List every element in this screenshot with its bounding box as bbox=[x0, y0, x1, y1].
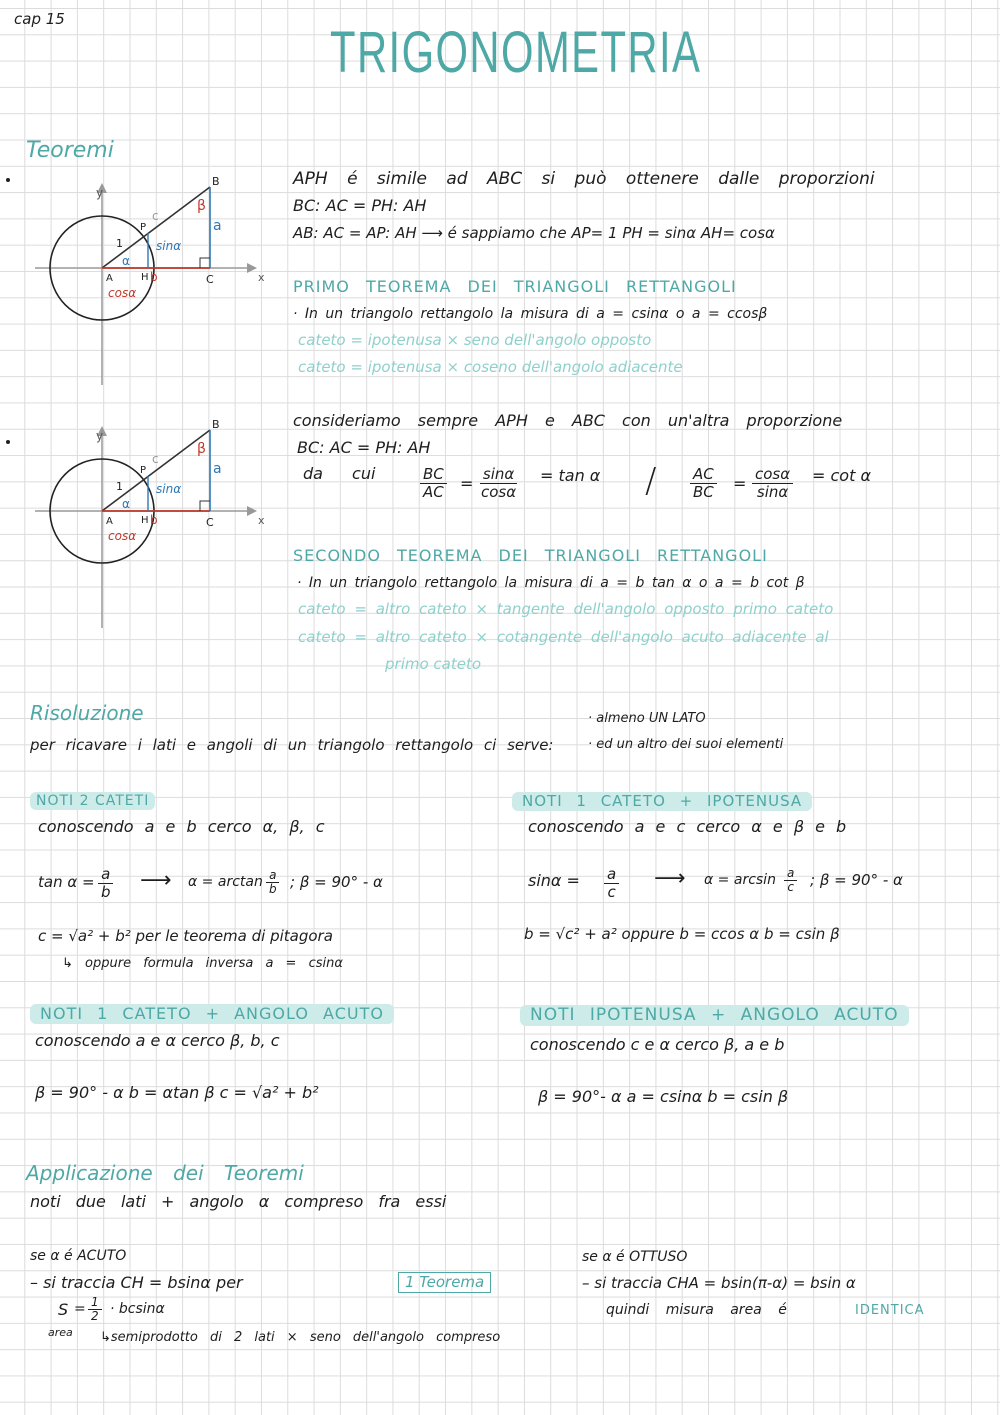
tan-result: = tan α bbox=[540, 466, 601, 485]
y-axis-label: y bbox=[96, 429, 104, 443]
bullet bbox=[6, 440, 10, 444]
chapter-label: cap 15 bbox=[14, 10, 65, 28]
second-intro-3: da cui bbox=[303, 464, 376, 483]
first-theorem-reference: 1 Teorema bbox=[398, 1272, 491, 1293]
equals-sign: = bbox=[460, 474, 474, 493]
area-caption: area bbox=[48, 1326, 73, 1339]
point-a-label: A bbox=[106, 516, 113, 527]
case-title-leg-hypotenuse: NOTI 1 CATETO + IPOTENUSA bbox=[512, 792, 812, 811]
point-h-label: H bbox=[141, 515, 149, 526]
first-theorem-title: PRIMO TEOREMA DEI TRIANGOLI RETTANGOLI bbox=[293, 277, 737, 296]
case3-known: conoscendo a e α cerco β, b, c bbox=[35, 1031, 280, 1050]
requirement-1: · almeno UN LATO bbox=[588, 711, 706, 726]
area-symbol: S bbox=[58, 1300, 69, 1319]
case2-results: b = √c² + a² oppure b = ccos α b = csin β bbox=[524, 925, 840, 943]
arrow-icon: ⟶ bbox=[654, 866, 686, 891]
unit-circle-diagram-2 bbox=[30, 418, 280, 633]
case2-arcsin: α = arcsin bbox=[704, 872, 776, 888]
proportion-1: BC: AC = PH: AH bbox=[293, 196, 427, 215]
similarity-text: APH é simile ad ABC si può ottenere dalle proporzioni bbox=[293, 169, 875, 189]
case1-alternative: ↳ oppure formula inversa a = csinα bbox=[62, 956, 343, 971]
identical-label: IDENTICA bbox=[855, 1303, 925, 1318]
first-theorem-rule-2: cateto = ipotenusa × coseno dell'angolo adiacente bbox=[298, 358, 683, 376]
acute-case-title: se α é ACUTO bbox=[30, 1248, 127, 1264]
case-title-two-legs: NOTI 2 CATETI bbox=[30, 792, 155, 810]
point-c-label: C bbox=[206, 273, 214, 286]
alpha-label: α bbox=[122, 497, 130, 511]
application-intro: noti due lati + angolo α compreso fra essi bbox=[30, 1192, 447, 1211]
unit-circle-diagram-1 bbox=[30, 175, 280, 390]
second-intro-1: consideriamo sempre APH e ABC con un'altra proporzione bbox=[293, 411, 843, 430]
acute-case-line: – si traccia CH = bsinα per bbox=[30, 1273, 243, 1292]
case4-known: conoscendo c e α cerco β, a e b bbox=[530, 1035, 785, 1054]
radius-one-label: 1 bbox=[116, 237, 123, 250]
second-theorem-rule-2: cateto = altro cateto × cotangente dell'angolo acuto adiacente al bbox=[298, 628, 829, 646]
point-p-label: P bbox=[140, 222, 147, 233]
side-a-label: a bbox=[213, 461, 222, 477]
case-title-leg-angle: NOTI 1 CATETO + ANGOLO ACUTO bbox=[30, 1004, 394, 1024]
case2-beta: ; β = 90° - α bbox=[810, 871, 903, 889]
fraction-cos-sin: $\frac{\cos\alpha}{\sin\alpha}$ bbox=[752, 466, 793, 500]
sin-label: sinα bbox=[156, 482, 182, 496]
resolution-intro: per ricavare i lati e angoli di un triangolo rettangolo ci serve: bbox=[30, 736, 554, 754]
cos-label: cosα bbox=[108, 529, 137, 543]
x-axis-label: x bbox=[258, 514, 265, 527]
requirement-2: · ed un altro dei suoi elementi bbox=[588, 737, 784, 752]
section-heading-resolution: Risoluzione bbox=[30, 701, 144, 725]
obtuse-case-conclusion: quindi misura area é bbox=[606, 1302, 787, 1318]
point-p-label: P bbox=[140, 465, 147, 476]
case-title-hypotenuse-angle: NOTI IPOTENUSA + ANGOLO ACUTO bbox=[520, 1005, 909, 1026]
second-intro-2: BC: AC = PH: AH bbox=[297, 438, 431, 457]
point-a-label: A bbox=[106, 273, 113, 284]
separator-slash: / bbox=[645, 461, 657, 501]
area-note: ↳semiprodotto di 2 lati × seno dell'angolo compreso bbox=[100, 1330, 501, 1345]
beta-label: β bbox=[197, 441, 206, 457]
area-formula: · bcsinα bbox=[110, 1301, 165, 1317]
case3-results: β = 90° - α b = αtan β c = √a² + b² bbox=[35, 1083, 319, 1102]
side-a-label: a bbox=[213, 218, 222, 234]
page-title: TRIGONOMETRIA bbox=[330, 20, 702, 85]
proportion-2: AB: AC = AP: AH ⟶ é sappiamo che AP= 1 PH = sinα AH= cosα bbox=[293, 224, 775, 242]
case1-known: conoscendo a e b cerco α, β, c bbox=[38, 817, 325, 836]
side-b-label: b bbox=[150, 513, 158, 527]
first-theorem-statement: · In un triangolo rettangolo la misura di a = csinα o a = ccosβ bbox=[293, 306, 768, 322]
y-axis-label: y bbox=[96, 186, 104, 200]
point-b-label: B bbox=[212, 175, 220, 188]
case1-arctan: α = arctan bbox=[188, 874, 263, 890]
x-axis-label: x bbox=[258, 271, 265, 284]
fraction-sin-cos: $\frac{\sin\alpha}{\cos\alpha}$ bbox=[481, 465, 517, 501]
equals-sign: = bbox=[733, 474, 747, 493]
case2-fraction-a-c: $\frac{a}{c}$ bbox=[604, 866, 619, 900]
case2-fraction-a-c-small: $\frac{a}{c}$ bbox=[784, 867, 797, 894]
case4-results: β = 90°- α a = csinα b = csin β bbox=[538, 1087, 789, 1106]
area-equals: = bbox=[74, 1301, 86, 1317]
case1-fraction-a-b: $\frac{a}{b}$ bbox=[98, 866, 114, 900]
half-fraction: $\frac{1}{2}$ bbox=[88, 1296, 102, 1323]
side-c-label: c bbox=[152, 209, 159, 223]
second-theorem-rule-1: cateto = altro cateto × tangente dell'angolo opposto primo cateto bbox=[298, 600, 834, 618]
fraction-bc-ac: $\frac{BC}{AC}$ bbox=[420, 466, 447, 500]
point-c-label: C bbox=[206, 516, 214, 529]
sin-label: sinα bbox=[156, 239, 182, 253]
case2-sin-lhs: sinα = bbox=[528, 871, 580, 890]
obtuse-case-title: se α é OTTUSO bbox=[582, 1249, 688, 1265]
beta-label: β bbox=[197, 198, 206, 214]
alpha-label: α bbox=[122, 254, 130, 268]
point-h-label: H bbox=[141, 272, 149, 283]
cos-label: cosα bbox=[108, 286, 137, 300]
case1-fraction-a-b-small: $\frac{a}{b}$ bbox=[266, 869, 280, 896]
case2-known: conoscendo a e c cerco α e β e b bbox=[528, 817, 847, 836]
radius-one-label: 1 bbox=[116, 480, 123, 493]
section-heading-application: Applicazione dei Teoremi bbox=[26, 1161, 304, 1185]
second-theorem-title: SECONDO TEOREMA DEI TRIANGOLI RETTANGOLI bbox=[293, 546, 768, 565]
bullet bbox=[6, 178, 10, 182]
side-c-label: c bbox=[152, 452, 159, 466]
case1-tan-lhs: tan α = bbox=[38, 873, 95, 891]
first-theorem-rule-1: cateto = ipotenusa × seno dell'angolo opposto bbox=[298, 331, 652, 349]
case1-beta: ; β = 90° - α bbox=[290, 873, 383, 891]
case1-pythagoras: c = √a² + b² per le teorema di pitagora bbox=[38, 927, 333, 945]
section-heading-theorems: Teoremi bbox=[26, 138, 114, 163]
second-theorem-rule-3: primo cateto bbox=[385, 655, 482, 673]
arrow-icon: ⟶ bbox=[140, 868, 172, 893]
fraction-ac-bc: $\frac{AC}{BC}$ bbox=[690, 466, 717, 500]
point-b-label: B bbox=[212, 418, 220, 431]
side-b-label: b bbox=[150, 270, 158, 284]
second-theorem-statement: · In un triangolo rettangolo la misura di a = b tan α o a = b cot β bbox=[297, 575, 805, 591]
cot-result: = cot α bbox=[812, 466, 871, 485]
obtuse-case-line: – si traccia CHA = bsin(π-α) = bsin α bbox=[582, 1274, 856, 1292]
